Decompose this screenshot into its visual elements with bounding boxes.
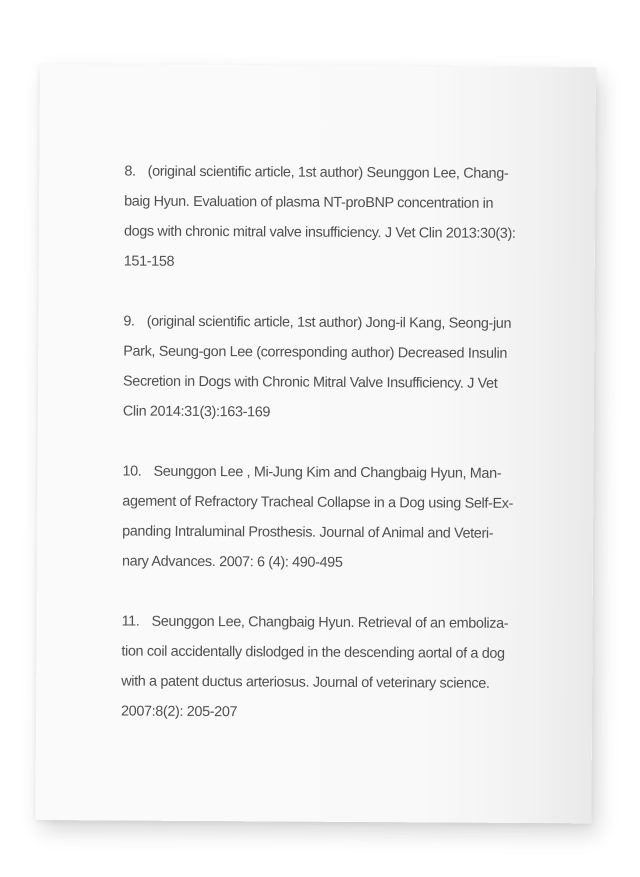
reference-number: 11. xyxy=(121,613,140,630)
reference-text: (original scientific article, 1st author) Jong-il Kang, Seong-jun Park, Seung-gon Lee (corresponding author) Decreased Insulin Secretion in Dogs with Chronic Mitral Valve Insufficiency. J Vet Clin 2014:31(3):163-169 xyxy=(122,313,512,421)
reference-number: 8. xyxy=(124,163,136,180)
reference-text: Seunggon Lee , Mi-Jung Kim and Changbaig Hyun, Man-agement of Refractory Tracheal Collapse in a Dog using Self-Ex-panding Intraluminal Prosthesis. Journal of Animal and Veteri-nary Advances. 2007: 6 (4): 490-495 xyxy=(121,463,514,571)
reference-text: Seunggon Lee, Changbaig Hyun. Retrieval of an emboliza-tion coil accidentally dislodged in the descending aortal of a dog with a patent ductus arteriosus. Journal of veterinary science. 2007:8(2): 205-207 xyxy=(120,613,509,721)
reference-item xyxy=(121,607,517,729)
reference-item xyxy=(123,307,519,429)
document-page xyxy=(35,64,596,823)
reference-list xyxy=(121,157,520,759)
reference-number: 10. xyxy=(122,463,142,480)
reference-text: (original scientific article, 1st author) Seunggon Lee, Chang-baig Hyun. Evaluation of plasma NT-proBNP concentration in dogs with chronic mitral valve insufficiency. J Vet Clin 2013:30(3): 151-158 xyxy=(123,163,516,270)
reference-item xyxy=(122,457,518,579)
reference-number: 9. xyxy=(123,313,135,330)
reference-item xyxy=(124,157,520,279)
